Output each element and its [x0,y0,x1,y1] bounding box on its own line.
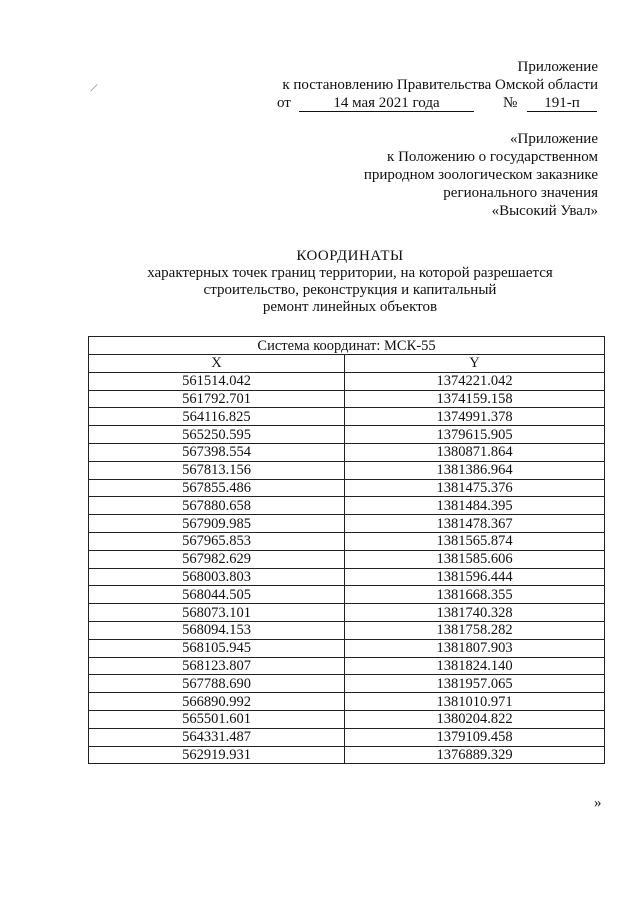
document-heading: КООРДИНАТЫ [296,248,404,264]
cell-y: 1381565.874 [345,532,605,550]
cell-y: 1381596.444 [345,568,605,586]
stray-pen-mark: / [89,79,99,96]
table-row [89,710,605,728]
cell-x: 568044.505 [89,586,345,604]
table-row [89,479,605,497]
table-row [89,728,605,746]
table-system-row [89,337,605,355]
cell-x: 567909.985 [89,515,345,533]
regulation-reference-line-2: природном зоологическом заказнике [363,167,598,183]
coordinate-system-label: Система координат: МСК-55 [89,337,605,355]
cell-y: 1381668.355 [345,586,605,604]
decree-from-label: от [277,95,291,111]
table-row [89,443,605,461]
table-header-row [89,355,605,373]
decree-date-number-line [277,94,597,112]
reserve-name: «Высокий Увал» [491,203,598,219]
table-row [89,515,605,533]
cell-x: 564116.825 [89,408,345,426]
cell-y: 1374991.378 [345,408,605,426]
cell-x: 567813.156 [89,461,345,479]
document-subtitle-line-1: характерных точек границ территории, на которой разрешается [147,265,553,281]
cell-x: 568003.803 [89,568,345,586]
table-row [89,461,605,479]
cell-y: 1381740.328 [345,604,605,622]
cell-x: 561514.042 [89,372,345,390]
cell-x: 566890.992 [89,693,345,711]
table-row [89,693,605,711]
document-subtitle-line-3: ремонт линейных объектов [262,299,438,315]
cell-y: 1381957.065 [345,675,605,693]
cell-y: 1381475.376 [345,479,605,497]
cell-x: 565501.601 [89,710,345,728]
table-row [89,408,605,426]
cell-y: 1379109.458 [345,728,605,746]
closing-quote: » [594,795,602,811]
cell-x: 567982.629 [89,550,345,568]
cell-x: 561792.701 [89,390,345,408]
annex-title: Приложение [517,59,598,75]
table-row [89,568,605,586]
coordinates-table-body [89,372,605,764]
cell-y: 1381386.964 [345,461,605,479]
cell-y: 1381807.903 [345,639,605,657]
cell-y: 1376889.329 [345,746,605,764]
cell-y: 1380871.864 [345,443,605,461]
cell-y: 1379615.905 [345,426,605,444]
table-row [89,532,605,550]
document-title-block [100,248,600,316]
cell-x: 568123.807 [89,657,345,675]
cell-x: 568094.153 [89,621,345,639]
table-row [89,372,605,390]
coordinates-table [88,336,605,764]
cell-x: 564331.487 [89,728,345,746]
decree-number: 191-п [527,94,597,112]
table-row [89,746,605,764]
column-header-x: X [89,355,345,373]
regulation-reference-line-3: регионального значения [443,185,598,201]
decree-number-sign: № [503,95,518,111]
regulation-annex-header [364,130,598,220]
table-row [89,497,605,515]
cell-y: 1381585.606 [345,550,605,568]
cell-y: 1374159.158 [345,390,605,408]
table-row [89,675,605,693]
cell-x: 565250.595 [89,426,345,444]
table-row [89,390,605,408]
table-row [89,604,605,622]
cell-x: 567880.658 [89,497,345,515]
cell-y: 1374221.042 [345,372,605,390]
cell-y: 1381478.367 [345,515,605,533]
cell-y: 1381758.282 [345,621,605,639]
document-subtitle-line-2: строительство, реконструкция и капитальный [203,282,497,298]
cell-x: 568073.101 [89,604,345,622]
regulation-reference-line-1: к Положению о государственном [387,149,598,165]
table-row [89,639,605,657]
table-row [89,657,605,675]
cell-x: 567398.554 [89,443,345,461]
cell-x: 567965.853 [89,532,345,550]
table-row [89,550,605,568]
cell-x: 568105.945 [89,639,345,657]
cell-x: 562919.931 [89,746,345,764]
table-row [89,586,605,604]
regulation-annex-title: «Приложение [509,131,598,147]
table-row [89,426,605,444]
decree-date: 14 мая 2021 года [299,94,474,112]
cell-y: 1381010.971 [345,693,605,711]
cell-y: 1381824.140 [345,657,605,675]
annex-header [282,58,598,94]
table-row [89,621,605,639]
column-header-y: Y [345,355,605,373]
cell-y: 1380204.822 [345,710,605,728]
cell-x: 567855.486 [89,479,345,497]
cell-x: 567788.690 [89,675,345,693]
cell-y: 1381484.395 [345,497,605,515]
annex-decree-reference: к постановлению Правительства Омской области [282,77,598,93]
